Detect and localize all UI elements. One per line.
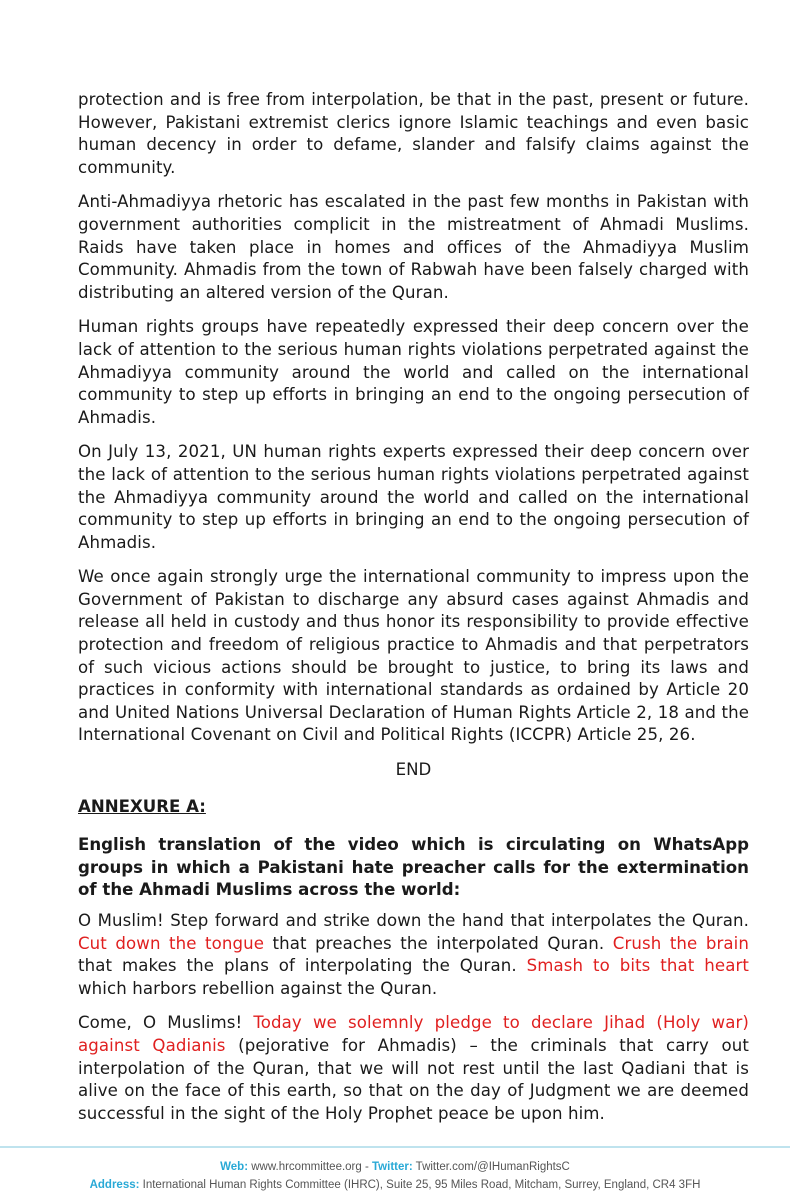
footer-twitter-link[interactable]: Twitter.com/@IHumanRightsC	[412, 1161, 570, 1173]
quote-text: which harbors rebellion against the Quran.	[78, 978, 438, 998]
quote-text: that makes the plans of interpolating the Quran.	[78, 956, 527, 976]
translation-paragraph-2	[78, 1012, 749, 1125]
highlighted-quote: Cut down the tongue	[78, 933, 265, 953]
footer-address-value: International Human Rights Committee (IHRC), Suite 25, 95 Miles Road, Mitcham, Surrey, England, CR4 3FH	[139, 1179, 701, 1191]
highlighted-quote: Crush the brain	[612, 933, 749, 953]
footer-twitter-label: Twitter:	[372, 1161, 413, 1173]
quote-text: O Muslim! Step forward and strike down the hand that interpolates the Quran.	[78, 911, 749, 930]
quote-text: Come, O Muslims!	[78, 1013, 254, 1033]
annexure-subheading: English translation of the video which is circulating on WhatsApp groups in which a Pakistani hate preacher calls for the extermination of the Ahmadi Muslims across the world:	[78, 835, 749, 900]
annexure-heading: ANNEXURE A:	[78, 796, 206, 816]
footer-divider	[0, 1146, 790, 1148]
footer-address-label: Address:	[89, 1179, 140, 1191]
end-marker: END	[395, 760, 432, 780]
paragraph-un-experts: On July 13, 2021, UN human rights experts expressed their deep concern over the lack of attention to the serious human rights violations perpetrated against the Ahmadiyya community around the world and called on the international community to step up efforts in bringing an end to the ongoing persecution of Ahmadis.	[78, 442, 749, 552]
footer-address-line	[0, 1176, 790, 1194]
paragraph-human-rights-groups: Human rights groups have repeatedly expressed their deep concern over the lack of attention to the serious human rights violations perpetrated against the Ahmadiyya community around the world and called on the international community to step up efforts in bringing an end to the ongoing persecution of Ahmadis.	[78, 317, 749, 427]
paragraph-urge: We once again strongly urge the international community to impress upon the Government of Pakistan to discharge any absurd cases against Ahmadis and release all held in custody and thus honor its responsibility to provide effective protection and freedom of religious practice to Ahmadis and that perpetrators of such vicious actions should be brought to justice, to bring its laws and practices in conformity with international standards as ordained by Article 20 and United Nations Universal Declaration of Human Rights Article 2, 18 and the International Covenant on Civil and Political Rights (ICCPR) Article 25, 26.	[78, 567, 749, 745]
paragraph-rhetoric: Anti-Ahmadiyya rhetoric has escalated in the past few months in Pakistan with government authorities complicit in the mistreatment of Ahmadi Muslims. Raids have taken place in homes and offices of the Ahmadiyya Muslim Community. Ahmadis from the town of Rabwah have been falsely charged with distributing an altered version of the Quran.	[78, 192, 749, 302]
highlighted-quote: Today we solemnly pledge to declare Jihad (Holy war) against Qadianis	[78, 1013, 749, 1055]
translation-paragraph-1	[78, 910, 749, 1000]
page-footer	[0, 1158, 790, 1194]
footer-contact-line	[0, 1158, 790, 1176]
quote-text: that preaches the interpolated Quran.	[264, 933, 613, 953]
document-body	[78, 89, 749, 1137]
footer-web-link[interactable]: www.hrcommittee.org -	[248, 1161, 373, 1173]
paragraph-interpolation: protection and is free from interpolation, be that in the past, present or future. However, Pakistani extremist clerics ignore Islamic teachings and even basic human decency in order to defame, slander and falsify claims against the community.	[78, 90, 749, 177]
footer-web-label: Web:	[220, 1161, 249, 1173]
quote-text: (pejorative for Ahmadis) – the criminals that carry out interpolation of the Quran, that we will not rest until the last Qadiani that is alive on the face of this earth, so that on the day of Judgment we are deemed successful in the sight of the Holy Prophet peace be upon him.	[78, 1035, 749, 1123]
highlighted-quote: Smash to bits that heart	[526, 956, 749, 976]
